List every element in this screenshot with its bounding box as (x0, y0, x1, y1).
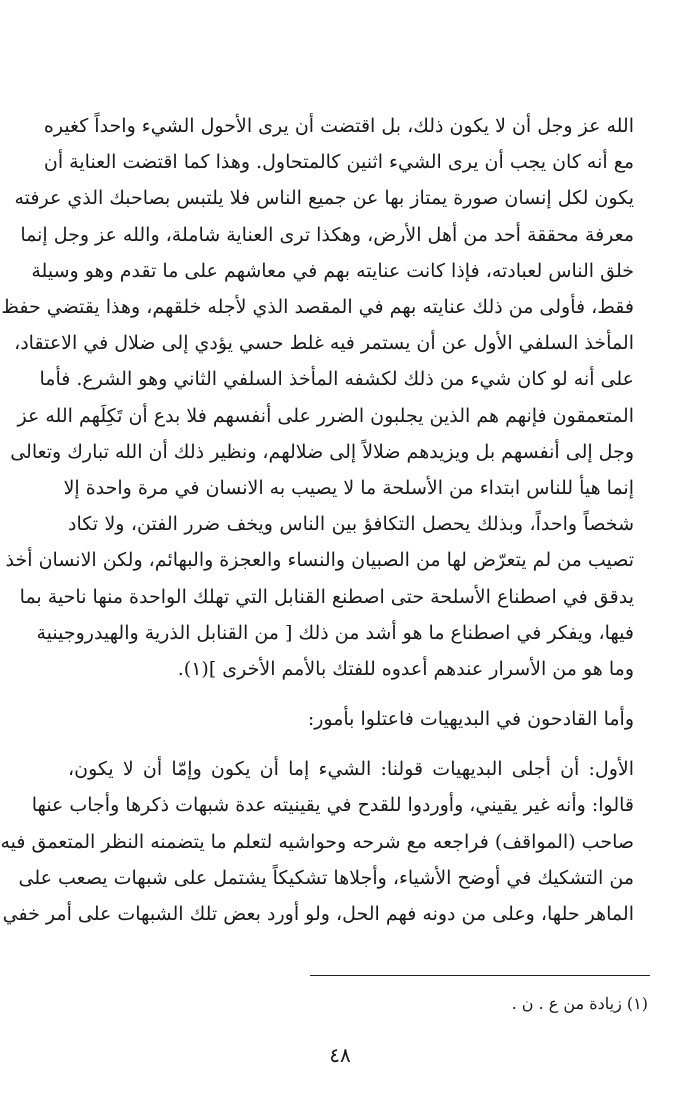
footnote-divider (310, 975, 650, 976)
page-number: ٤٨ (329, 1043, 351, 1067)
text-line: فقط، فأولى من ذلك عنايته بهم في المقصد الذي لأجله خلقهم، وهذا يقتضي حفظ (1, 296, 634, 318)
text-line: المأخذ السلفي الأول عن أن يستمر فيه غلط حسي يؤدي إلى ضلال في الاعتقاد، (14, 332, 634, 355)
section-heading: وأما القادحون في البديهيات فاعتلوا بأمور: (307, 708, 634, 731)
text-line: وما هو من الأسرار عندهم أعدوه للفتك بالأمم الأخرى ](١). (177, 658, 634, 680)
text-line: خلق الناس لعبادته، فإذا كانت عنايته بهم في معاشهم على ما تقدم وهو وسيلة (31, 259, 634, 282)
text-line: المتعمقون فإنهم هم الذين يجلبون الضرر على أنفسهم فلا بدع أن تَكِلَهم الله عز (17, 404, 634, 427)
text-line: الأول: أن أجلى البديهيات قولنا: الشيء إما أن يكون وإمّا أن لا يكون، (68, 758, 634, 781)
text-line: قالوا: وأنه غير يقيني، وأوردوا للقدح في يقينيته عدة شبهات ذكرها وأجاب عنها (31, 794, 634, 817)
text-line: شخصاً واحداً، وبذلك يحصل التكافؤ بين الناس ويخف ضرر الفتن، ولا تكاد (68, 513, 634, 536)
text-line: فيها، ويفكر في اصطناع ما هو أشد من ذلك [ من القنابل الذرية والهيدروجينية (36, 621, 634, 644)
text-line: صاحب (المواقف) فراجعه مع شرحه وحواشيه لتعلم ما يتضمنه النظر المتعمق فيه (0, 830, 634, 853)
text-line: يكون لكل إنسان صورة يمتاز بها عن جميع الناس فلا يلتبس بصاحبك الذي عرفته (14, 187, 634, 210)
text-line: وجل إلى أنفسهم بل ويزيدهم ضلالاً إلى ضلالهم، ونظير ذلك أن الله تبارك وتعالى (10, 440, 634, 463)
text-line: الله عز وجل أن لا يكون ذلك، بل اقتضت أن يرى الأحول الشيء واحداً كغيره (43, 115, 634, 137)
text-line: من التشكيك في أوضح الأشياء، وأجلاها تشكيكاً يشتمل على شبهات يصعب على (18, 866, 634, 889)
text-line: يدقق في اصطناع الأسلحة حتى اصطنع القنابل التي تهلك الواحدة منها ناحية بما (19, 585, 634, 608)
footnote: (١) زيادة من ع . ن . (511, 994, 648, 1013)
text-line: تصيب من لم يتعرّض لها من الصبيان والنساء والعجزة والبهائم، ولكن الانسان أخذ (5, 549, 634, 572)
text-line: إنما هيأ للناس ابتداء من الأسلحة ما لا يصيب به الانسان في مرة واحدة إلا (63, 477, 634, 499)
text-line: الماهر حلها، وعلى من دونه فهم الحل، ولو أورد بعض تلك الشبهات على أمر خفي (2, 903, 634, 925)
text-line: مع أنه كان يجب أن يرى الشيء اثنين كالمتحاول. وهذا كما اقتضت العناية أن (43, 151, 634, 174)
text-line: معرفة محققة أحد من أهل الأرض، وهكذا ترى العناية شاملة، والله عز وجل إنما (20, 223, 634, 246)
text-line: على أنه لو كان شيء من ذلك لكشفه المأخذ السلفي الثاني وهو الشرع. فأما (39, 368, 634, 391)
